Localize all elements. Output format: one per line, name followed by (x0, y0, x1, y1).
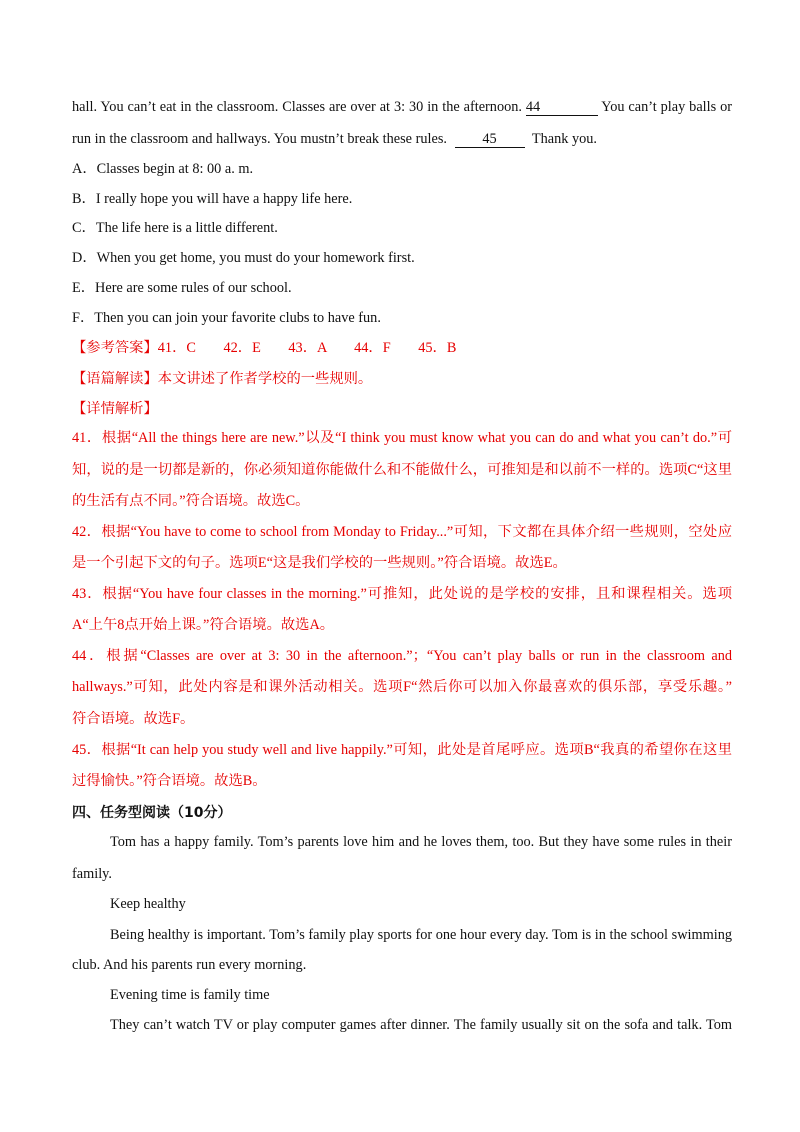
explanation-line: A“上午8点开始上课。”符合语境。故选A。 (72, 617, 335, 633)
reading-subheading: Evening time is family time (110, 987, 270, 1003)
answer-label: 【参考答案】 (72, 340, 158, 356)
passage-text: Thank you. (531, 131, 598, 147)
reading-line: Tom has a happy family. Tom’s parents love him and he loves them, too. But they have some rules in their (110, 834, 732, 850)
reading-subheading: Keep healthy (110, 896, 186, 912)
passage-line-2 (72, 129, 732, 149)
reading-line: family. (72, 866, 112, 882)
passage-text: You can’t play balls or (601, 99, 732, 115)
explanation-line: 是一个引起下文的句子。选项E“这是我们学校的一些规则。”符合语境。故选E。 (72, 555, 567, 571)
option-c: C．The life here is a little different. (72, 220, 278, 236)
passage-line-1 (72, 97, 732, 117)
answer-key (72, 338, 732, 358)
option-b: B．I really hope you will have a happy life here. (72, 191, 353, 207)
explanation-line: 41．根据“All the things here are new.”以及“I think you must know what you can do and what you can’t do.”可 (72, 430, 732, 446)
explanation-line: 过得愉快。”符合语境。故选B。 (72, 773, 267, 789)
option-d: D．When you get home, you must do your homework first. (72, 250, 415, 266)
answer-item: 42．E (223, 340, 261, 356)
answer-item: 45．B (418, 340, 457, 356)
option-a: A．Classes begin at 8: 00 a. m. (72, 161, 254, 177)
explanation-line: 符合语境。故选F。 (72, 711, 195, 727)
answer-blank-44: 44 (526, 99, 598, 116)
detail-label: 【详情解析】 (72, 401, 158, 417)
reading-line: They can’t watch TV or play computer games after dinner. The family usually sit on the sofa and talk. Tom (110, 1017, 732, 1033)
passage-text: hall. You can’t eat in the classroom. Classes are over at 3: 30 in the afternoon. (72, 99, 522, 115)
passage-summary: 【语篇解读】本文讲述了作者学校的一些规则。 (72, 371, 373, 387)
explanation-line: hallways.”可知，此处内容是和课外活动相关。选项F“然后你可以加入你最喜欢的俱乐部，享受乐趣。” (72, 679, 732, 695)
explanation-line: 的生活有点不同。”符合语境。故选C。 (72, 493, 310, 509)
passage-text: run in the classroom and hallways. You mustn’t break these rules. (72, 131, 447, 147)
explanation-line: 43．根据“You have four classes in the morning.”可推知，此处说的是学校的安排，且和课程相关。选项 (72, 586, 732, 602)
answer-item: 43．A (288, 340, 327, 356)
reading-line: club. And his parents run every morning. (72, 957, 307, 973)
section-title: 四、任务型阅读（10分） (72, 805, 232, 821)
option-e: E．Here are some rules of our school. (72, 280, 292, 296)
answer-item: 41．C (157, 340, 196, 356)
explanation-line: 42．根据“You have to come to school from Monday to Friday...”可知，下文都在具体介绍一些规则，空处应 (72, 524, 732, 540)
explanation-line: 45．根据“It can help you study well and live happily.”可知，此处是首尾呼应。选项B“我真的希望你在这里 (72, 742, 732, 758)
explanation-line: 44．根据“Classes are over at 3: 30 in the afternoon.”；“You can’t play balls or run in the classroom and (72, 648, 732, 664)
answer-blank-45: 45 (455, 131, 525, 148)
explanation-line: 知，说的是一切都是新的，你必须知道你能做什么和不能做什么，可推知是和以前不一样的。选项C“这里 (72, 462, 732, 478)
answer-item: 44．F (354, 340, 391, 356)
reading-line: Being healthy is important. Tom’s family play sports for one hour every day. Tom is in the school swimming (110, 927, 732, 943)
option-f: F．Then you can join your favorite clubs to have fun. (72, 310, 381, 326)
